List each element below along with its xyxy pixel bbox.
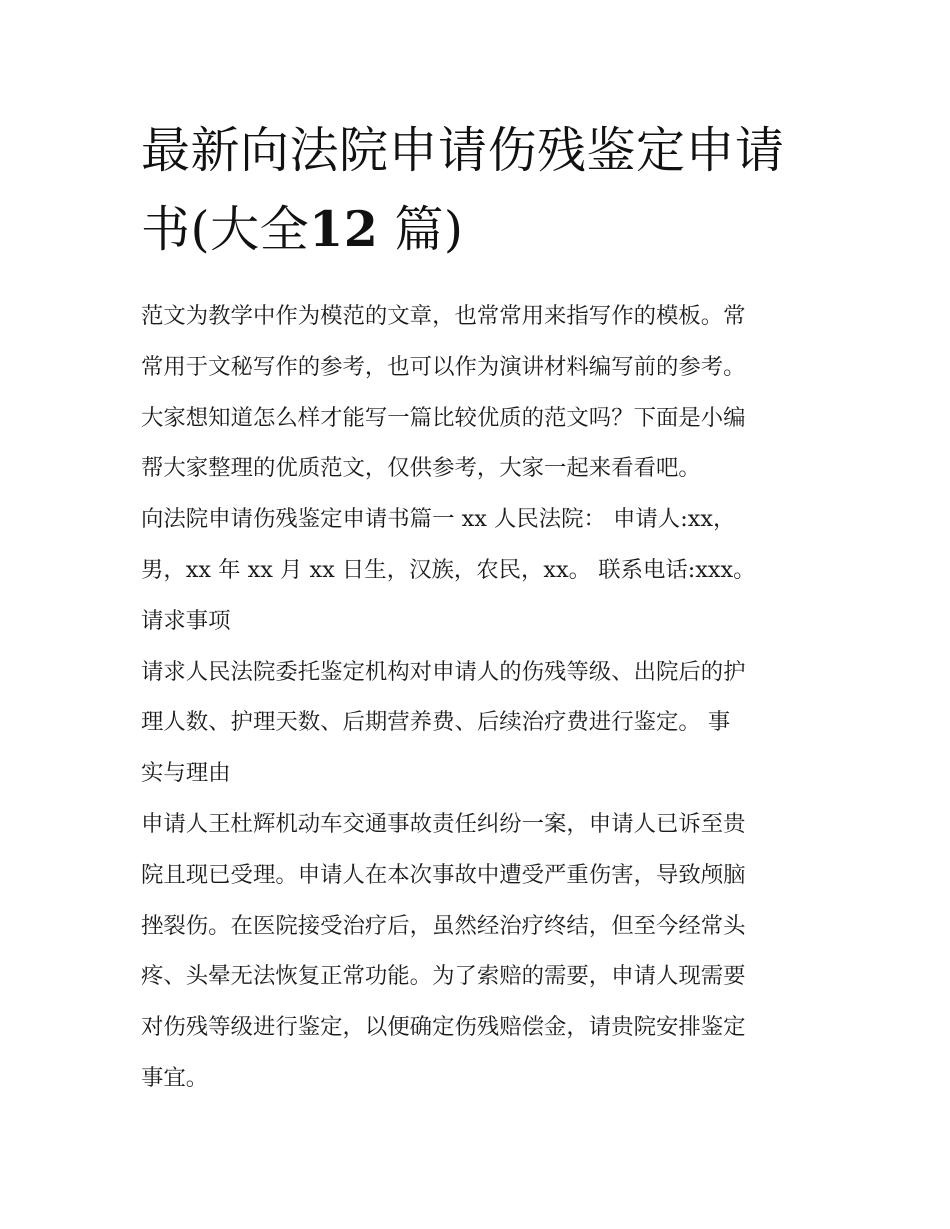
reason-line: 事宜。 xyxy=(141,1064,209,1091)
intro-line: 常用于文秘写作的参考，也可以作为演讲材料编写前的参考。 xyxy=(141,353,746,380)
intro-line: 大家想知道怎么样才能写一篇比较优质的范文吗？下面是小编 xyxy=(141,404,746,431)
document-page xyxy=(141,112,813,1104)
title-suffix: 篇) xyxy=(394,201,464,258)
reason-line: 挫裂伤。在医院接受治疗后，虽然经治疗终结，但至今经常头 xyxy=(141,912,746,939)
request-paragraph xyxy=(141,647,813,799)
reason-paragraph xyxy=(141,799,813,1104)
request-line: 理人数、护理天数、后期营养费、后续治疗费进行鉴定。 事 xyxy=(141,709,731,736)
reason-line: 疼、头晕无法恢复正常功能。为了索赔的需要，申请人现需要 xyxy=(141,963,746,990)
title-prefix: 书(大全 xyxy=(141,201,310,258)
document-title xyxy=(141,112,813,268)
section-heading: 请求事项 xyxy=(141,607,231,634)
applicant-line: 向法院申请伤残鉴定申请书篇一 xx 人民法院： 申请人:xx， xyxy=(141,506,736,533)
request-line: 实与理由 xyxy=(141,760,231,787)
intro-line: 范文为教学中作为模范的文章，也常常用来指写作的模板。常 xyxy=(141,303,746,329)
title-line-2 xyxy=(141,190,813,268)
request-line: 请求人民法院委托鉴定机构对申请人的伤残等级、出院后的护 xyxy=(141,658,746,685)
reason-line: 对伤残等级进行鉴定，以便确定伤残赔偿金，请贵院安排鉴定 xyxy=(141,1014,746,1041)
request-heading xyxy=(141,596,813,647)
title-number: 12 xyxy=(309,200,379,258)
reason-line: 院且现已受理。申请人在本次事故中遭受严重伤害，导致颅脑 xyxy=(141,861,746,888)
applicant-paragraph xyxy=(141,494,813,596)
intro-line: 帮大家整理的优质范文，仅供参考，大家一起来看看吧。 xyxy=(141,455,701,482)
applicant-line: 男，xx 年 xx 月 xx 日生，汉族，农民，xx。 联系电话:xxx。 xyxy=(141,556,756,583)
document-body xyxy=(141,291,813,1104)
reason-line: 申请人王杜辉机动车交通事故责任纠纷一案，申请人已诉至贵 xyxy=(141,810,746,837)
title-line-1: 最新向法院申请伤残鉴定申请 xyxy=(141,122,785,179)
intro-paragraph xyxy=(141,291,813,494)
